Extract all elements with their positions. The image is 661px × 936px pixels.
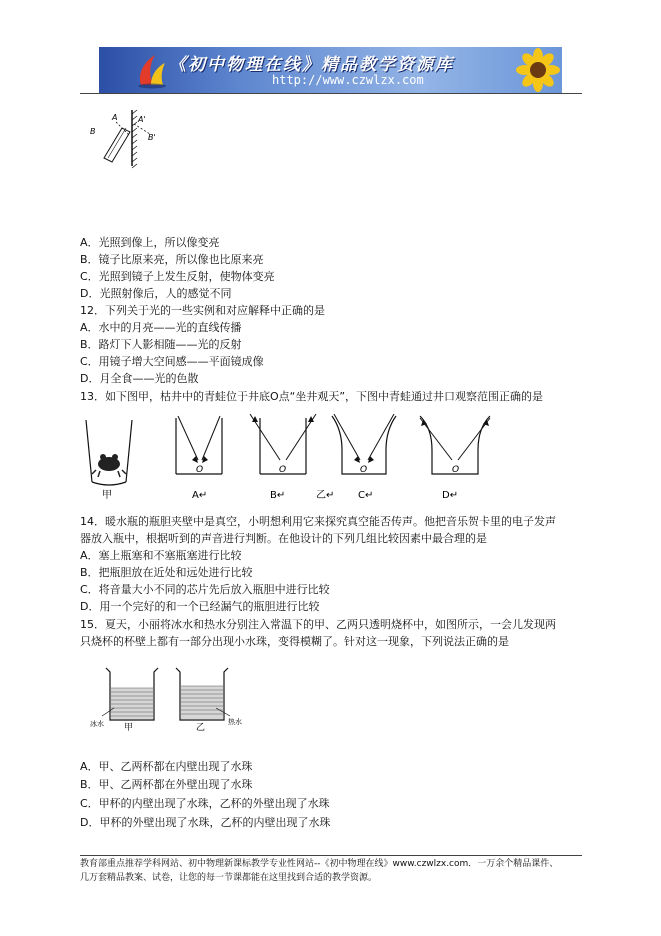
footer-line1: 教育部重点推荐学科网站、初中物理新课标教学专业性网站--《初中物理在线》www.czwlzx.com．一万余个精品课件、 — [80, 859, 559, 869]
q13-stem: 13．如下图甲，枯井中的青蛙位于井底O点“坐井观天”，下图中青蛙通过井口观察范围正确的是 — [80, 390, 544, 403]
q14-option-d: D．用一个完好的和一个已经漏气的瓶胆进行比较 — [80, 600, 320, 613]
q12-option-d: D．月全食——光的色散 — [80, 372, 199, 385]
label-A: A — [112, 113, 118, 122]
footer-rule — [80, 855, 582, 856]
q15-stem-line1: 15．夏天，小丽将冰水和热水分别注入常温下的甲、乙两只透明烧杯中，如图所示，一会儿发现两 — [80, 618, 556, 631]
q11-option-a: A．光照到像上，所以像变亮 — [80, 236, 220, 249]
q11-option-d: D．光照射像后，人的感觉不同 — [80, 287, 232, 300]
q12-option-c: C．用镜子增大空间感——平面镜成像 — [80, 355, 264, 368]
q14-option-a: A．塞上瓶塞和不塞瓶塞进行比较 — [80, 549, 242, 562]
header-rule — [80, 93, 582, 94]
point-o-b: O — [279, 465, 287, 475]
well-jia — [86, 420, 132, 501]
banner-title: 《初中物理在线》精品教学资源库 — [169, 55, 454, 75]
well-option-b — [250, 414, 316, 501]
site-logo-icon — [135, 51, 169, 89]
label-d: D↵ — [442, 490, 459, 501]
mirror-figure — [86, 108, 166, 170]
well-frog-figure — [80, 410, 500, 502]
well-option-a — [176, 416, 222, 501]
label-c: C↵ — [358, 490, 374, 501]
label-B: B — [90, 127, 96, 136]
well-option-d — [420, 416, 490, 501]
q15-option-c: C．甲杯的内壁出现了水珠，乙杯的外壁出现了水珠 — [80, 797, 330, 810]
point-o-d: O — [452, 465, 460, 475]
q14-option-c: C．将音量大小不同的芯片先后放入瓶胆中进行比较 — [80, 583, 330, 596]
label-A-prime: A' — [138, 115, 146, 124]
beakers-figure — [84, 664, 264, 734]
q11-option-c: C．光照到镜子上发生反射，使物体变亮 — [80, 270, 275, 283]
q14-option-b: B．把瓶胆放在近处和远处进行比较 — [80, 566, 253, 579]
q12-option-b: B．路灯下人影相随——光的反射 — [80, 338, 242, 351]
sunflower-icon — [500, 47, 560, 93]
q12-option-a: A．水中的月亮——光的直线传播 — [80, 321, 242, 334]
q11-option-b: B．镜子比原来亮，所以像也比原来亮 — [80, 253, 264, 266]
label-beaker-yi: 乙 — [196, 723, 206, 733]
label-jia: 甲 — [102, 490, 112, 501]
q14-stem-line2: 器放入瓶中，根据听到的声音进行判断。在他设计的下列几组比较因素中最合理的是 — [80, 532, 487, 545]
label-yi: 乙↵ — [316, 490, 335, 501]
banner-url: http://www.czwlzx.com — [272, 73, 424, 87]
label-ice-water: 冰水 — [90, 720, 104, 728]
q15-option-b: B．甲、乙两杯都在外壁出现了水珠 — [80, 778, 253, 791]
label-hot-water: 热水 — [228, 718, 242, 726]
q15-stem-line2: 只烧杯的杯壁上都有一部分出现小水珠，变得模糊了。针对这一现象，下列说法正确的是 — [80, 635, 509, 648]
label-B-prime: B' — [148, 133, 156, 142]
label-b: B↵ — [270, 490, 286, 501]
label-a: A↵ — [192, 490, 208, 501]
q15-option-d: D．甲杯的外壁出现了水珠，乙杯的内壁出现了水珠 — [80, 816, 331, 829]
q12-stem: 12．下列关于光的一些实例和对应解释中正确的是 — [80, 304, 325, 317]
well-option-c — [332, 414, 396, 501]
point-o-c: O — [360, 465, 368, 475]
q15-option-a: A．甲、乙两杯都在内壁出现了水珠 — [80, 760, 253, 773]
label-beaker-jia: 甲 — [124, 723, 134, 733]
q14-stem-line1: 14．暖水瓶的瓶胆夹壁中是真空，小明想利用它来探究真空能否传声。他把音乐贺卡里的电子发声 — [80, 515, 556, 528]
header-banner — [99, 47, 562, 93]
footer-line2: 几万套精品教案、试卷，让您的每一节课都能在这里找到合适的教学资源。 — [80, 873, 378, 883]
point-o-a: O — [196, 465, 204, 475]
